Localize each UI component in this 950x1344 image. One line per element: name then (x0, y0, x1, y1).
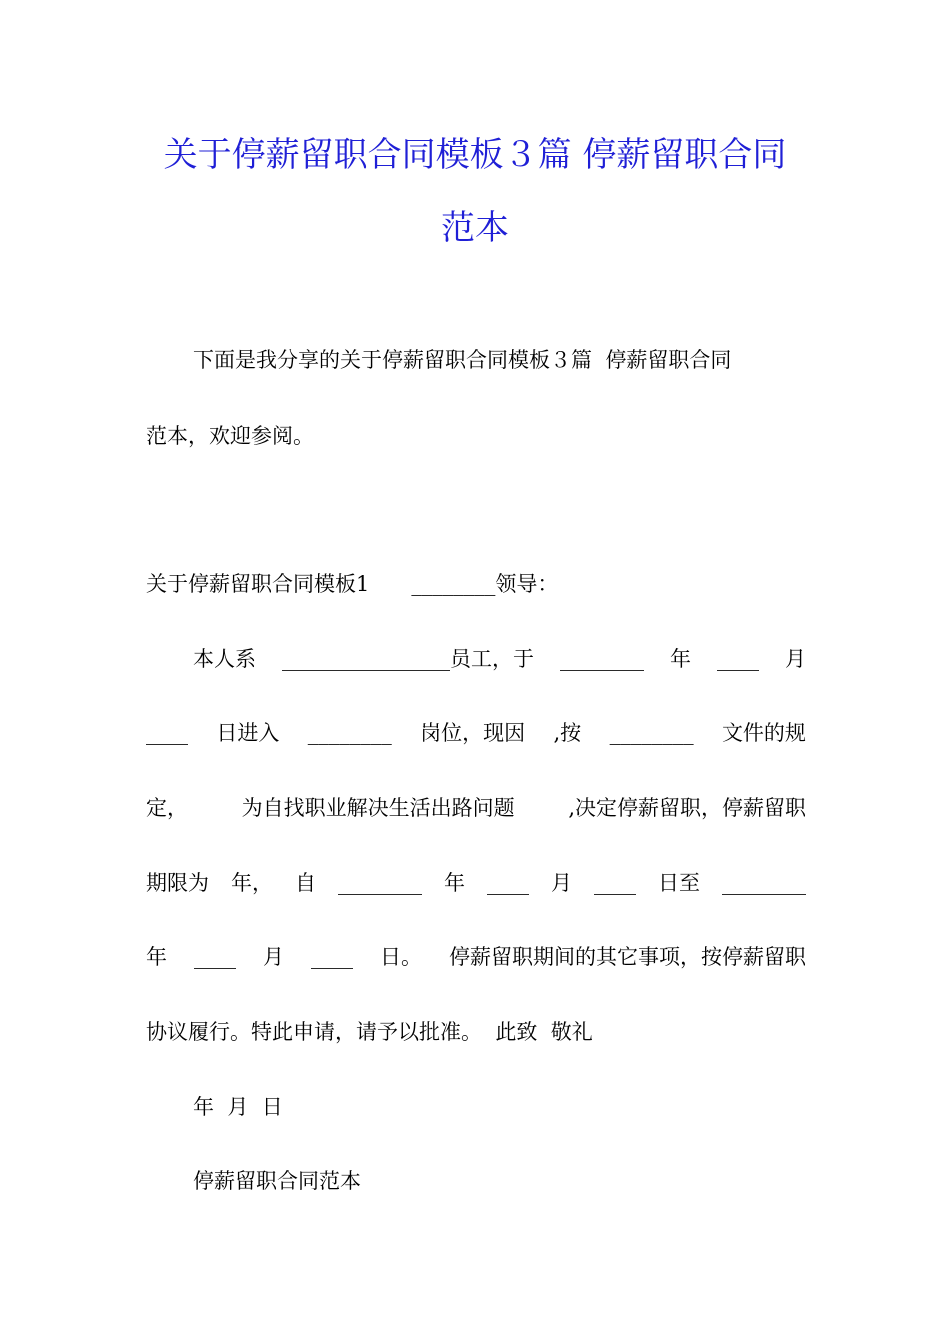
text-run: ________ (338, 871, 422, 895)
text-run: 年 (670, 647, 691, 671)
text-run: ____ (487, 871, 529, 895)
document-title-line-1: 关于停薪留职合同模板３篇 停薪留职合同 (163, 135, 787, 175)
intro-line-2: 范本，欢迎参阅。 (146, 424, 314, 448)
text-run: ________ (722, 871, 806, 895)
text-run: ____ (594, 871, 636, 895)
text-run: 自 (295, 871, 316, 895)
text-run: ________ (560, 647, 644, 671)
section-heading: 关于停薪留职合同模板1 ________领导： (146, 572, 559, 596)
body-line-4 (146, 869, 806, 897)
body-line-2 (146, 719, 806, 747)
text-run: ,决定停薪留职，停薪留职 (568, 796, 806, 820)
date-line: 年 月 日 (193, 1095, 283, 1119)
text-run: ________ (609, 721, 694, 745)
sub-heading: 停薪留职合同范本 (193, 1169, 361, 1193)
text-run: 文件的规 (721, 721, 806, 745)
text-run: 日进入 (216, 721, 280, 745)
text-run: 停薪留职期间的其它事项，按停薪留职 (449, 945, 806, 969)
text-run: 期限为 (146, 871, 209, 895)
text-run: 本人系 (193, 647, 256, 671)
text-run: 年， (231, 871, 273, 895)
text-run: ____ (311, 945, 353, 969)
text-run: ____ (146, 721, 188, 745)
body-line-6: 协议履行。特此申请，请予以批准。 此致 敬礼 (146, 1020, 593, 1044)
text-run: 日。 (380, 945, 422, 969)
text-run: ________ (307, 721, 392, 745)
body-line-1 (193, 645, 806, 673)
text-run: ____ (717, 647, 759, 671)
text-run: 年 (444, 871, 465, 895)
text-run: 为自找职业解决生活出路问题 (241, 796, 515, 820)
body-line-5 (146, 943, 806, 971)
text-run: ,按 (553, 721, 582, 745)
text-run: 年 (146, 945, 167, 969)
text-run: 日至 (658, 871, 700, 895)
text-run: 定， (146, 796, 188, 820)
document-title-line-2: 范本 (441, 208, 509, 248)
text-run: ____ (194, 945, 236, 969)
text-run: 月 (785, 647, 806, 671)
body-line-3 (146, 794, 806, 822)
intro-line-1: 下面是我分享的关于停薪留职合同模板３篇 停薪留职合同 (193, 348, 732, 372)
text-run: 月 (551, 871, 572, 895)
text-run: 岗位，现因 (420, 721, 526, 745)
text-run: ________________员工，于 (282, 647, 534, 671)
text-run: 月 (263, 945, 284, 969)
